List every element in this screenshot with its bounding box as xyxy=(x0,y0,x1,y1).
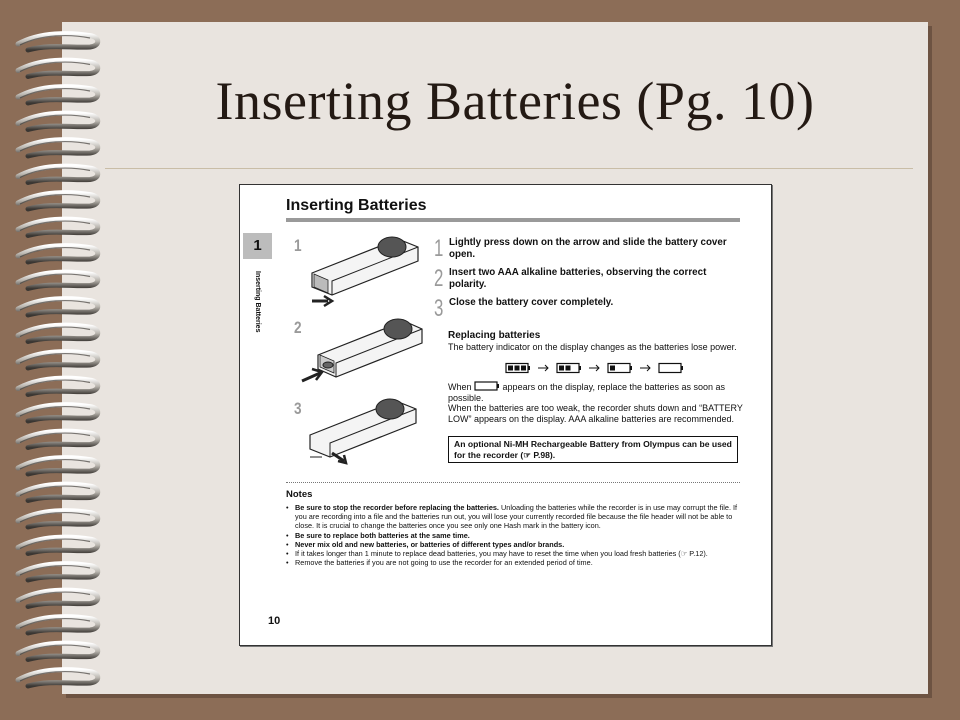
note-item xyxy=(286,531,746,540)
illustration-number-3: 3 xyxy=(294,399,302,418)
step-1-text: Lightly press down on the arrow and slide the battery cover open. xyxy=(449,237,727,260)
empty-battery-icon xyxy=(474,381,500,391)
notes-list xyxy=(286,503,746,567)
replacing-intro: The battery indicator on the display changes as the batteries lose power. xyxy=(448,342,737,352)
note-item xyxy=(286,549,746,558)
manual-title-rule xyxy=(286,218,740,222)
step-number-3: 3 xyxy=(434,295,444,322)
replacing-paragraph-2: When the batteries are too weak, the recorder shuts down and “BATTERY LOW” appears on the display. AAA alkaline batteries are recommended. xyxy=(448,403,743,424)
step-number-2: 2 xyxy=(434,265,444,292)
note-bold: Be sure to stop the recorder before replacing the batteries. xyxy=(295,503,499,512)
spiral-binding-icon xyxy=(0,0,110,720)
para1-prefix: When xyxy=(448,382,472,392)
step-2-text: Insert two AAA alkaline batteries, observing the correct polarity. xyxy=(449,267,707,290)
note-text: Remove the batteries if you are not going to use the recorder for an extended period of time. xyxy=(295,558,593,568)
illustration-number-1: 1 xyxy=(294,236,302,255)
replacing-heading: Replacing batteries xyxy=(448,330,541,341)
chapter-tab: 1 xyxy=(243,233,272,259)
recorder-illustration-2 xyxy=(298,311,428,393)
ni-mh-callout: An optional Ni-MH Rechargeable Battery from Olympus can be used for the recorder (☞ P.98). xyxy=(448,436,738,463)
note-item xyxy=(286,540,746,549)
note-item xyxy=(286,503,746,531)
note-item xyxy=(286,558,746,567)
dotted-divider xyxy=(286,482,740,483)
battery-indicator-sequence xyxy=(505,362,685,375)
manual-page-image xyxy=(239,184,772,646)
step-3-text: Close the battery cover completely. xyxy=(449,297,614,308)
side-label: Inserting Batteries xyxy=(254,271,261,333)
slide-title: Inserting Batteries (Pg. 10) xyxy=(215,71,815,131)
battery-indicator-icon xyxy=(506,364,530,373)
note-text: Never mix old and new batteries, or batteries of different types and/or brands. xyxy=(295,539,565,549)
notes-heading: Notes xyxy=(286,489,313,500)
arrow-right-icon xyxy=(538,365,548,371)
title-divider xyxy=(105,168,913,169)
recorder-illustration-1 xyxy=(306,233,426,309)
illustration-number-2: 2 xyxy=(294,318,302,337)
page-number: 10 xyxy=(268,615,281,627)
step-number-1: 1 xyxy=(434,235,444,262)
note-text: Unloading the batteries while the recorder is in use may corrupt the file. If you are recording into a file and the batteries run out, you will lose your currently recorded file because the file header will not be able to close. It is crucial to change the batteries once you see only one Hash mark in the battery icon. xyxy=(295,503,738,531)
note-text: Be sure to replace both batteries at the same time. xyxy=(295,530,470,540)
recorder-illustration-3 xyxy=(304,395,424,471)
para1-suffix: appears on the display, replace the batteries as soon as possible. xyxy=(448,382,726,403)
replacing-paragraph-1 xyxy=(448,381,743,404)
note-text: If it takes longer than 1 minute to replace dead batteries, you may have to reset the time when you load fresh batteries (☞ P.12). xyxy=(295,549,708,559)
manual-page-title: Inserting Batteries xyxy=(286,197,427,214)
